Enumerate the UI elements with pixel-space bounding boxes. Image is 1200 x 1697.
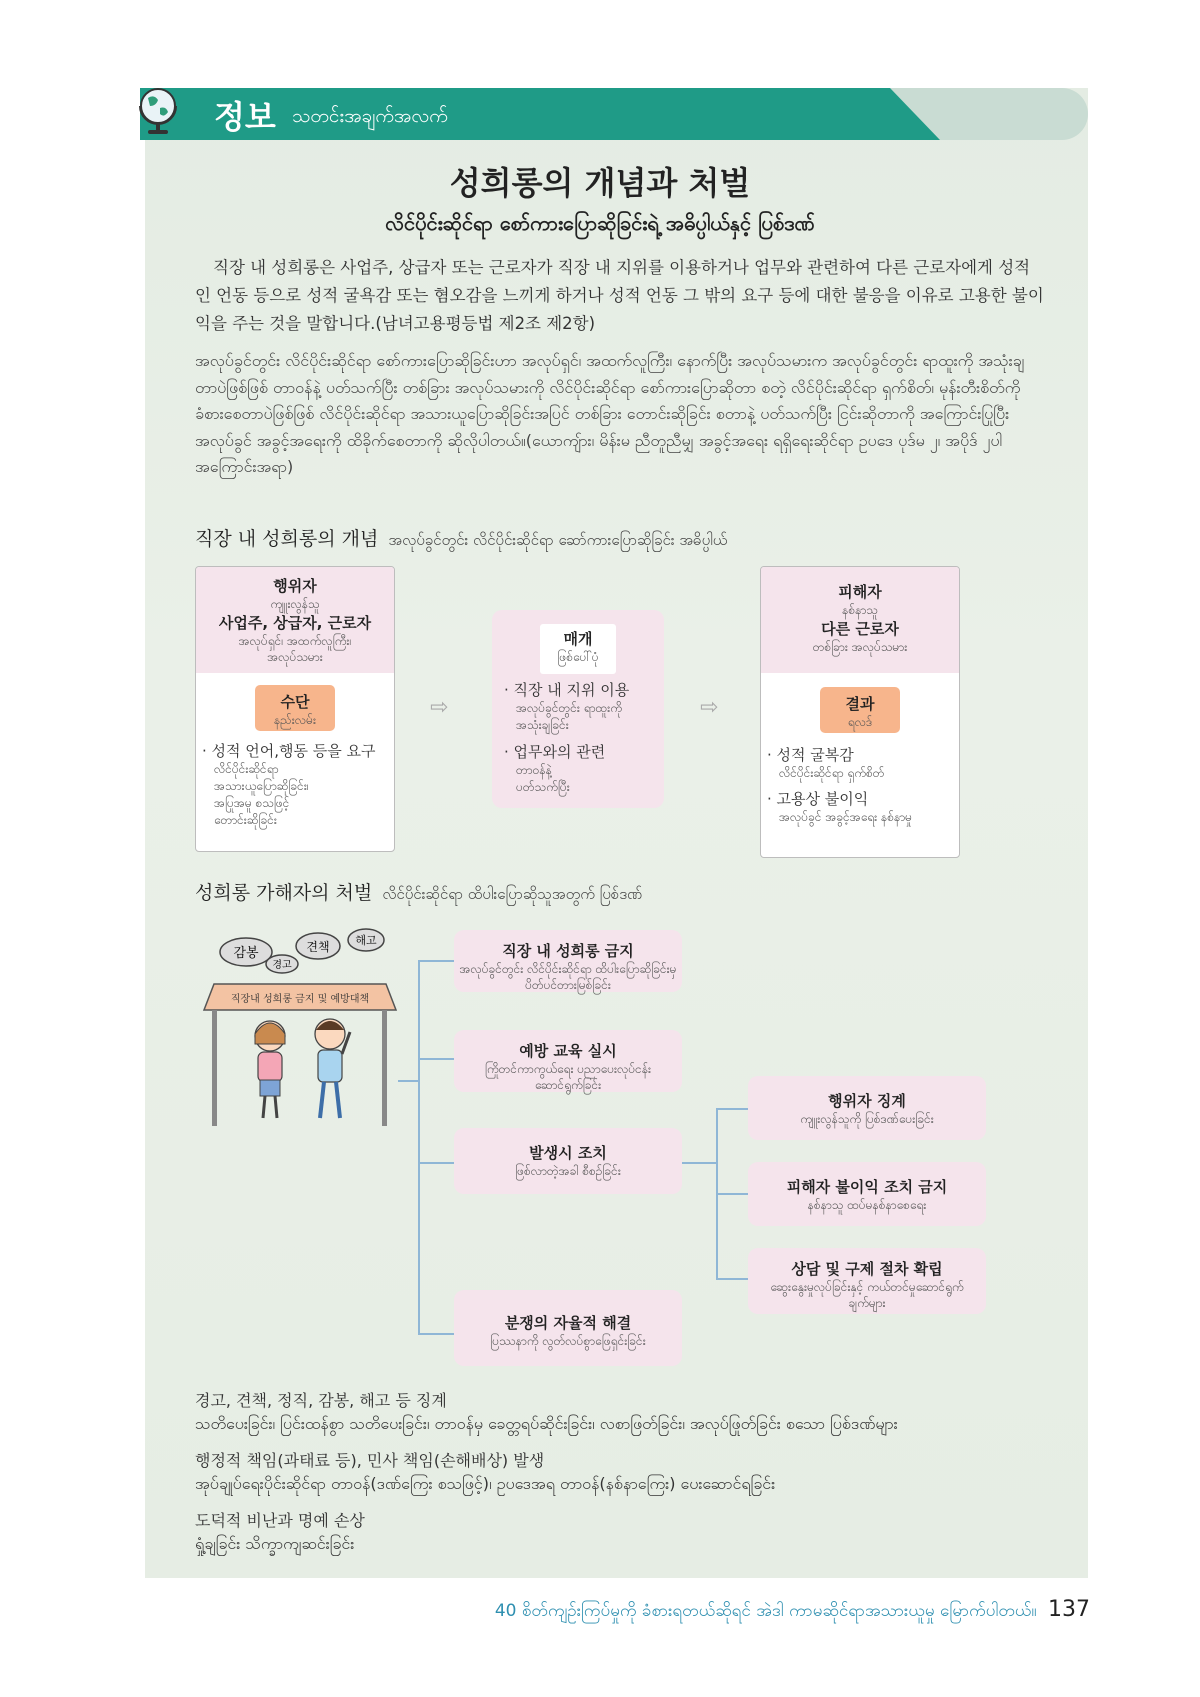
self-resolution-title: 분쟁의 자율적 해결 xyxy=(504,1314,632,1332)
bubble-2: 견책 xyxy=(306,940,330,954)
education-desc: ကြိုတင်ကာကွယ်ရေး ပညာပေးလုပ်ငန်းဆောင်ရွက်ခြင်း xyxy=(484,1062,652,1092)
result-item-2-kr: · 고용상 불이익 xyxy=(767,790,869,808)
self-resolution-box xyxy=(454,1290,682,1366)
self-resolution-desc: ပြဿနာကို လွတ်လပ်စွာဖြေရှင်းခြင်း xyxy=(490,1334,646,1348)
victim-label-my: နစ်နာသူ xyxy=(842,603,878,617)
intro-korean: 직장 내 성희롱은 사업주, 상급자 또는 근로자가 직장 내 지위를 이용하거나 업무와 관련하여 다른 근로자에게 성적인 언동 등으로 성적 굴욕감 또는 혐오감을 느끼게 하거나 성적 언동 그 밖의 요구 등에 대한 불응을 이유로 고용한 불이익을 주는 것을 말합니다.(남녀고용평등법 제2조 제2항) xyxy=(195,258,1044,333)
page-number: 137 xyxy=(1048,1597,1090,1622)
arrow-right-icon: ⇨ xyxy=(700,695,719,720)
connector-line xyxy=(418,960,420,1335)
media-label-box xyxy=(540,624,616,674)
result-label: 결과 xyxy=(845,695,875,713)
discipline-title: 행위자 징계 xyxy=(828,1092,906,1110)
result-badge xyxy=(820,687,900,733)
concept-heading-kr: 직장 내 성희롱의 개념 xyxy=(195,528,379,550)
media-item-2-kr: · 업무와의 관련 xyxy=(504,743,606,761)
means-item-kr: · 성적 언어,행동 등을 요구 xyxy=(202,742,376,760)
actor-box xyxy=(195,566,395,852)
punish-heading xyxy=(195,878,642,907)
discipline-box xyxy=(748,1076,986,1140)
bubble-3: 해고 xyxy=(355,934,377,947)
means-item-my: လိင်ပိုင်းဆိုင်ရာ အသားယူပြောဆိုခြင်း၊ အပြုအမူ စသဖြင့် တောင်းဆိုခြင်း xyxy=(214,762,309,827)
connector-line xyxy=(716,1108,748,1110)
media-label: 매개 xyxy=(563,630,593,648)
punish-heading-my: လိင်ပိုင်းဆိုင်ရာ ထိပါးပြောဆိုသူအတွက် ပြစ်ဒဏ် xyxy=(382,885,643,903)
measure-title: 발생시 조치 xyxy=(529,1144,607,1162)
intro-myanmar: အလုပ်ခွင်တွင်း လိင်ပိုင်းဆိုင်ရာ စော်ကားပြောဆိုခြင်းဟာ အလုပ်ရှင်၊ အထက်လူကြီး၊ နောက်ပြီး အလုပ်သမားက အလုပ်ခွင်တွင်း ရာထူးကို အသုံးချတာပဲဖြစ်ဖြစ် တာဝန်နဲ့ ပတ်သက်ပြီး တစ်ခြား အလုပ်သမားကို လိင်ပိုင်းဆိုင်ရာ စော်ကားပြောဆိုတာ စတဲ့ လိင်ပိုင်းဆိုင်ရာ ရှက်စိတ်၊ မုန်းတီးစိတ်ကို ခံစားစေတာပဲဖြစ်ဖြစ် လိင်ပိုင်းဆိုင်ရာ အသားယူပြောဆိုခြင်းအပြင် တစ်ခြား တောင်းဆိုခြင်း စတာနဲ့ ပတ်သက်ပြီး ငြင်းဆိုတာကို အကြောင်းပြုပြီး အလုပ်ခွင် အခွင့်အရေးကို ထိခိုက်စေတာကို ဆိုလိုပါတယ်။(ယောကျ်ား၊ မိန်းမ ညီတူညီမျှ အခွင့်အရေး ရရှိရေးဆိုင်ရာ ဥပဒေ ပုဒ်မ ၂၊ အပိုဒ် ၂ပါ အကြောင်းအရာ) xyxy=(195,351,1025,476)
ban-desc: အလုပ်ခွင်တွင်း လိင်ပိုင်းဆိုင်ရာ ထိပါးပြောဆိုခြင်းမှ ပိတ်ပင်တားမြစ်ခြင်း xyxy=(459,962,677,992)
woman-figure xyxy=(255,1021,285,1118)
education-box xyxy=(454,1030,682,1092)
actor-who-my: အလုပ်ရှင်၊ အထက်လူကြီး၊ အလုပ်သမား xyxy=(238,634,352,664)
means-label: 수단 xyxy=(280,693,310,711)
result-item-2 xyxy=(767,789,955,826)
connector-line xyxy=(398,1080,418,1082)
procedure-title: 상담 및 구제 절차 확립 xyxy=(791,1260,943,1278)
banner-title: 정보 xyxy=(214,98,276,136)
media-label-my: ဖြစ်ပေါ်ပုံ xyxy=(557,650,599,664)
ban-box xyxy=(454,930,682,992)
connector-line xyxy=(418,1058,454,1060)
media-box xyxy=(492,610,664,808)
victim-box xyxy=(760,566,960,858)
actor-label-my: ကျူးလွန်သူ xyxy=(270,597,320,611)
consequence-3-my: ရှုံ့ချခြင်း သိက္ခာကျဆင်းခြင်း xyxy=(195,1534,355,1553)
result-item-2-my: အလုပ်ခွင် အခွင့်အရေး နစ်နာမှု xyxy=(779,810,912,824)
bubble-4: 경고 xyxy=(272,960,292,971)
ban-title: 직장 내 성희롱 금지 xyxy=(502,942,634,960)
means-badge xyxy=(255,685,335,731)
consequence-2-my: အုပ်ချုပ်ရေးပိုင်းဆိုင်ရာ တာဝန်(ဒဏ်ကြေး စသဖြင့်)၊ ဥပဒေအရ တာဝန်(နစ်နာကြေး) ပေးဆောင်ရခြင်း xyxy=(195,1474,776,1493)
actor-who: 사업주, 상급자, 근로자 xyxy=(218,614,372,632)
concept-heading xyxy=(195,524,727,553)
discipline-bubbles xyxy=(220,929,384,973)
procedure-box xyxy=(748,1248,986,1314)
concept-heading-my: အလုပ်ခွင်တွင်း လိင်ပိုင်းဆိုင်ရာ ဆော်ကားပြောဆိုခြင်း အဓိပ္ပါယ် xyxy=(388,531,728,549)
victim-who: 다른 근로자 xyxy=(821,620,899,638)
measure-box xyxy=(454,1128,682,1194)
result-label-my: ရလဒ် xyxy=(847,715,873,729)
consequence-1-my: သတိပေးခြင်း၊ ပြင်းထန်စွာ သတိပေးခြင်း၊ တာဝန်မှ ခေတ္တရပ်ဆိုင်းခြင်း၊ လစာဖြတ်ခြင်း၊ အလုပ်ဖြုတ်ခြင်း စသော ပြစ်ဒဏ်များ xyxy=(195,1414,898,1433)
consequence-2-kr: 행정적 책임(과태료 등), 민사 책임(손해배상) 발생 xyxy=(195,1451,545,1470)
consequence-item xyxy=(195,1390,898,1436)
globe-icon xyxy=(136,86,180,136)
means-item xyxy=(202,741,390,829)
connector-line xyxy=(716,1278,748,1280)
measure-desc: ဖြစ်လာတဲ့အခါ စီစဉ်ခြင်း xyxy=(515,1164,621,1178)
victim-label: 피해자 xyxy=(838,583,882,601)
no-disadvantage-title: 피해자 불이익 조치 금지 xyxy=(786,1178,948,1196)
punish-heading-kr: 성희롱 가해자의 처벌 xyxy=(195,882,373,904)
connector-line xyxy=(418,1162,454,1164)
footer-text: 40 စိတ်ကျဉ်းကြပ်မှုကို ခံစားရတယ်ဆိုရင် အဲဒါ ကာမဆိုင်ရာအသားယူမှု မြောက်ပါတယ်။ xyxy=(494,1601,1037,1621)
man-figure xyxy=(315,1019,350,1118)
result-item-1-my: လိင်ပိုင်းဆိုင်ရာ ရှက်စိတ် xyxy=(779,766,885,780)
banner-subtitle: သတင်းအချက်အလက် xyxy=(292,105,448,127)
consequence-3-kr: 도덕적 비난과 명예 손상 xyxy=(195,1511,365,1530)
page-footer xyxy=(495,1597,1090,1625)
connector-line xyxy=(418,960,454,962)
result-item-1-kr: · 성적 굴복감 xyxy=(767,746,854,764)
result-item-1 xyxy=(767,745,955,782)
page-subtitle: လိင်ပိုင်းဆိုင်ရာ စော်ကားပြောဆိုခြင်းရဲ့ အဓိပ္ပါယ်နှင့် ပြစ်ဒဏ် xyxy=(385,211,815,235)
arrow-right-icon: ⇨ xyxy=(430,695,449,720)
media-item-1-my: အလုပ်ခွင်တွင်း ရာထူးကို အသုံးချခြင်း xyxy=(516,701,622,732)
page-title: 성희롱의 개념과 처벌 xyxy=(449,164,751,202)
connector-line xyxy=(682,1162,716,1164)
sign-text: 직장내 성희롱 금지 및 예방대책 xyxy=(230,994,370,1005)
procedure-desc: ဆွေးနွေးမှုလုပ်ခြင်းနှင့် ကယ်တင်မှုဆောင်ရွက်ချက်များ xyxy=(770,1280,964,1310)
connector-line xyxy=(418,1333,454,1335)
section-banner xyxy=(140,88,1088,140)
media-item-2-my: တာဝန်နဲ့ ပတ်သက်ပြီး xyxy=(516,763,570,794)
prevention-illustration xyxy=(200,928,400,1128)
victim-who-my: တစ်ခြား အလုပ်သမား xyxy=(812,640,908,654)
no-disadvantage-box xyxy=(748,1162,986,1226)
consequence-1-kr: 경고, 견책, 정직, 감봉, 해고 등 징계 xyxy=(195,1391,447,1410)
media-item-1-kr: · 직장 내 지위 이용 xyxy=(504,681,630,699)
no-disadvantage-desc: နစ်နာသူ ထပ်မနစ်နာစေရေး xyxy=(807,1198,927,1212)
means-label-my: နည်းလမ်း xyxy=(273,713,316,727)
consequence-item xyxy=(195,1510,365,1556)
education-title: 예방 교육 실시 xyxy=(519,1042,617,1060)
media-item-1 xyxy=(504,680,660,734)
discipline-desc: ကျူးလွန်သူကို ပြစ်ဒဏ်ပေးခြင်း xyxy=(800,1112,934,1126)
media-item-2 xyxy=(504,742,660,796)
bubble-1: 감봉 xyxy=(233,946,259,961)
consequence-item xyxy=(195,1450,775,1496)
actor-label: 행위자 xyxy=(273,577,317,595)
connector-line xyxy=(716,1193,748,1195)
